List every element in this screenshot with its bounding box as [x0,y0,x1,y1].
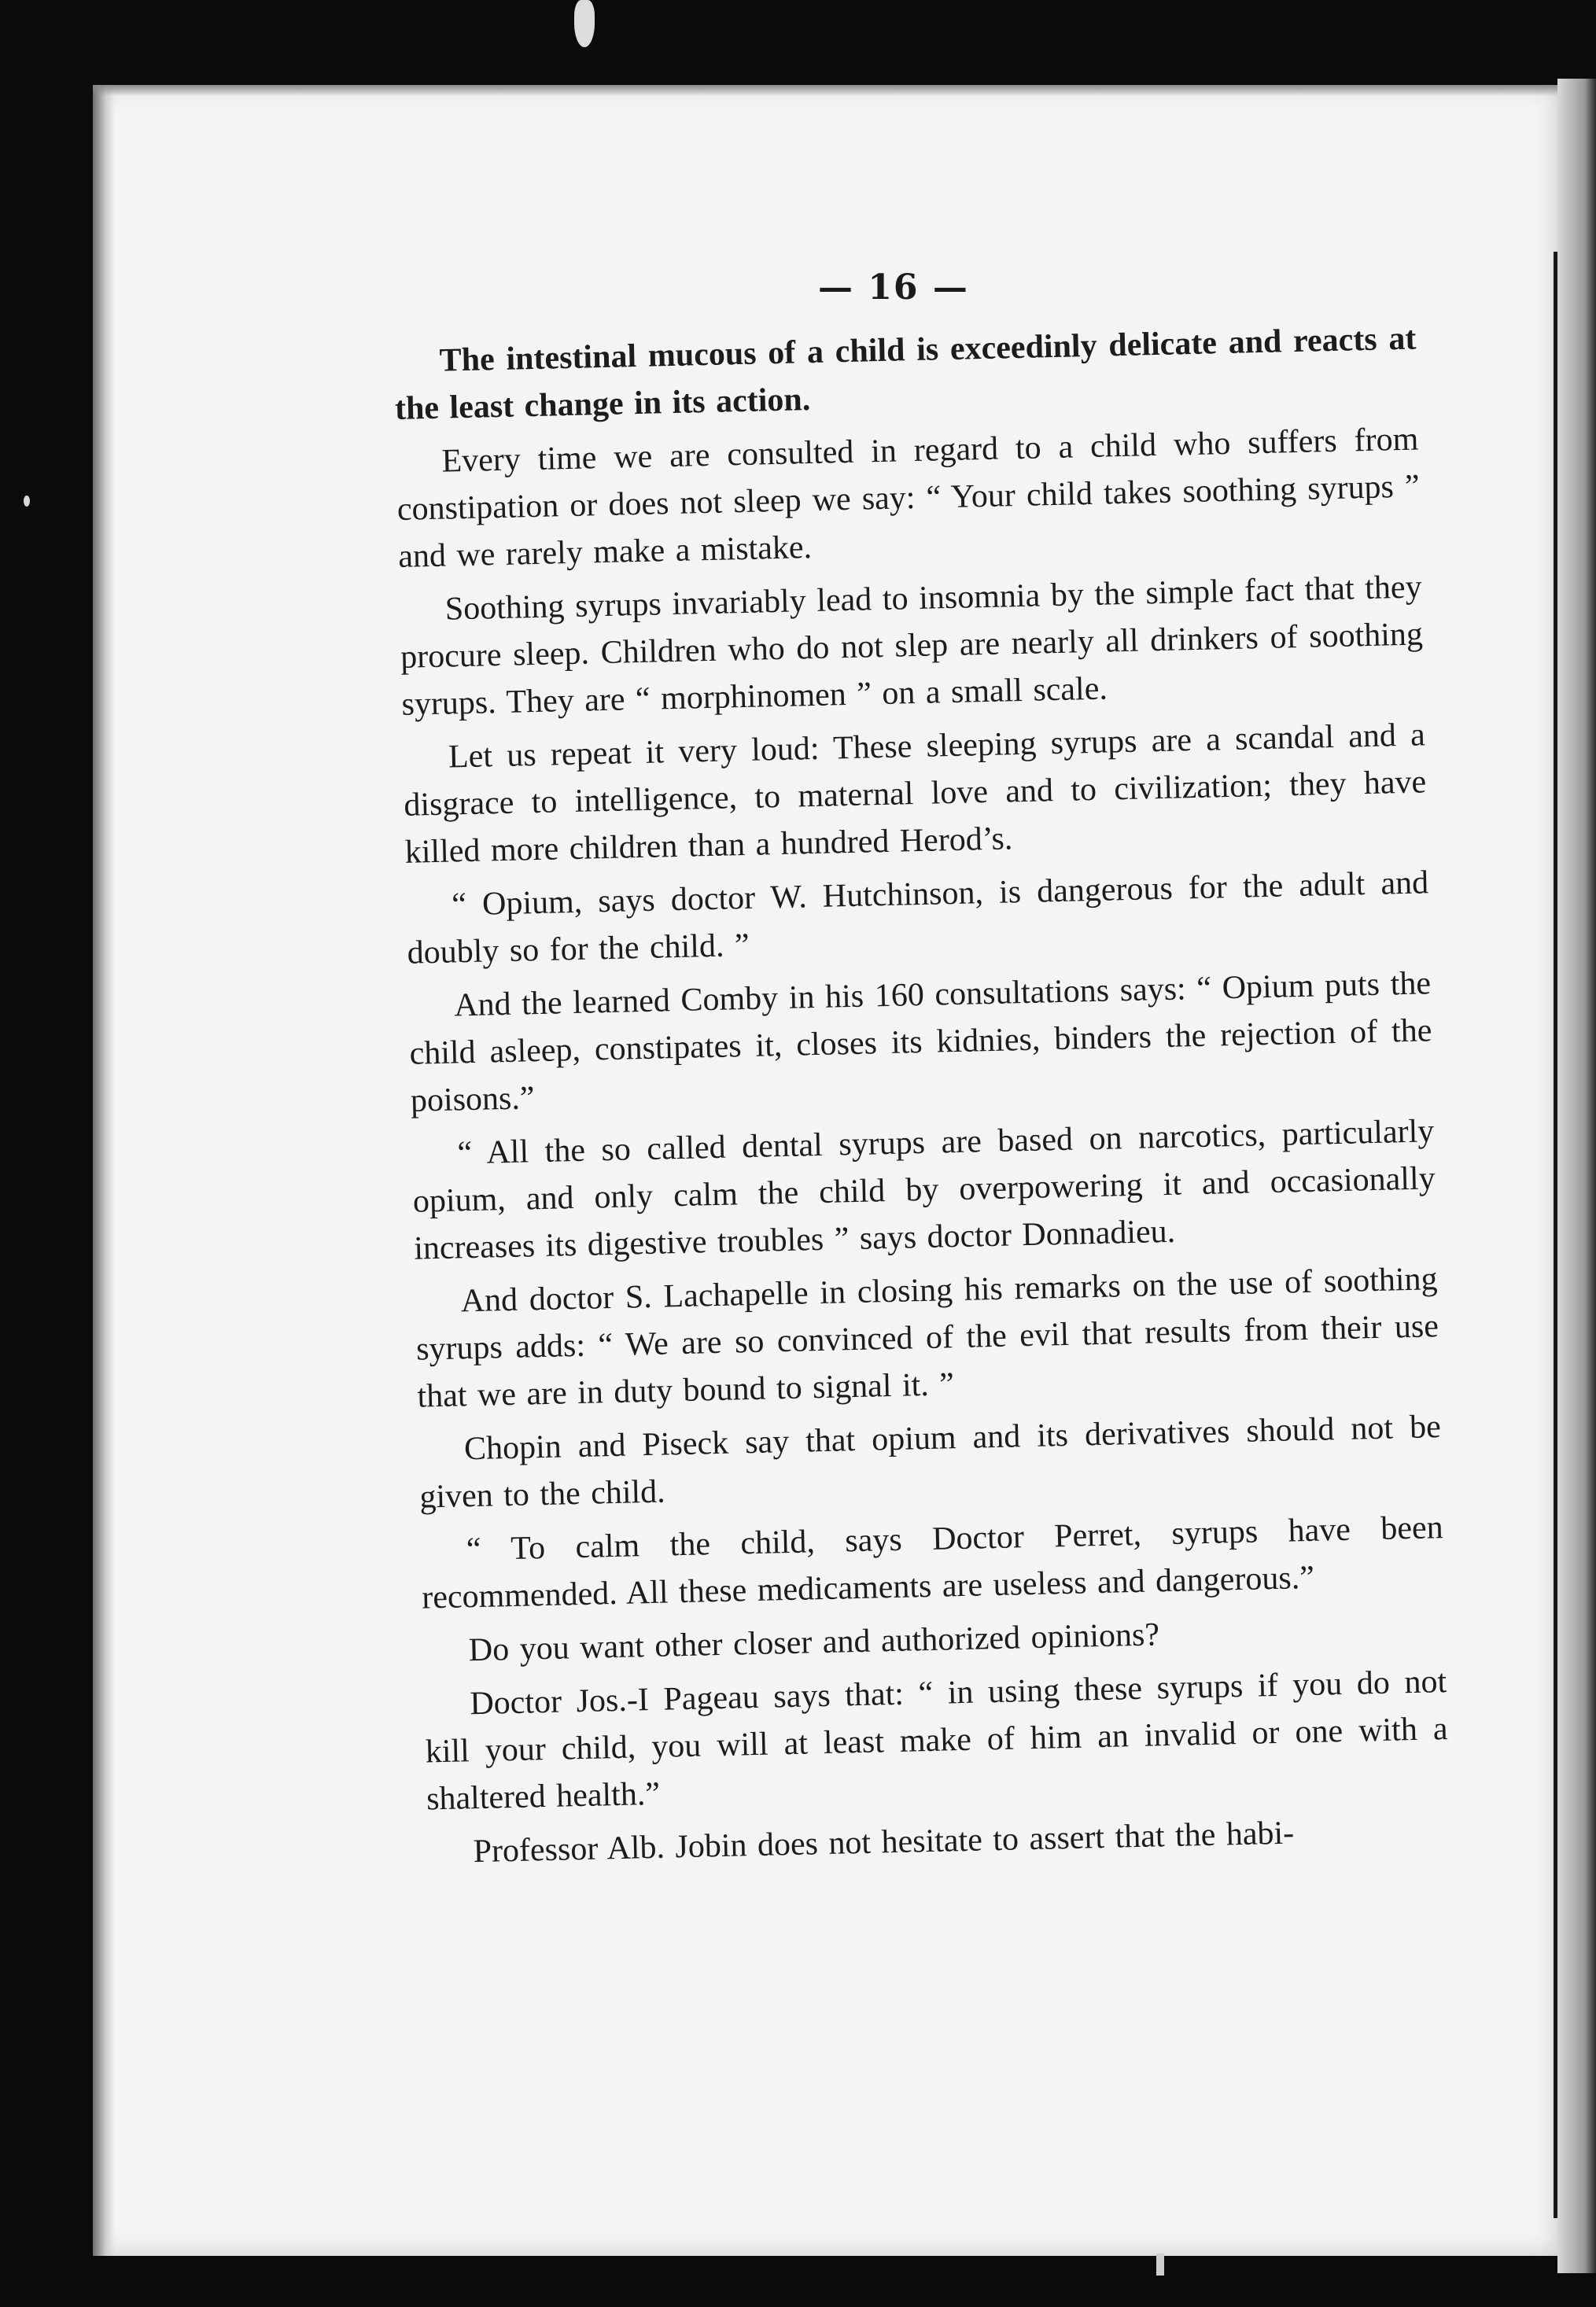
scan-artifact-left [24,496,30,507]
scan-artifact-bottom [1156,2254,1164,2276]
paragraph-9: Chopin and Piseck say that opium and its derivatives should not be given to the child. [418,1409,1442,1516]
paragraph-8: And doctor S. Lachapelle in closing his remarks on the use of soothing syrups adds: “ We are so convinced of the evil that results from their use that we are in duty bound to signal it. ” [415,1261,1439,1415]
body-text [393,315,1450,1883]
paragraph-7: “ All the so called dental syrups are based on narcotics, particularly opium, and only calm the child by overpowering it and occasionally increases its digestive troubles ” says doctor Donnadieu. [412,1113,1436,1267]
paragraph-5: “ Opium, says doctor W. Hutchinson, is dangerous for the adult and doubly so for the child. ” [407,864,1429,971]
paragraph-4: Let us repeat it very loud: These sleeping syrups are a scandal and a disgrace to intelligence, to maternal love and to civilization; they have killed more children than a hundred Herod’s. [403,717,1427,871]
paragraph-2: Every time we are consulted in regard to a child who suffers from constipation or does not sleep we say: “ Your child takes soothing syrups ” and we rarely make a mistake. [396,421,1421,575]
page-number: — 16 — [818,267,969,308]
page-fold-line [1554,252,1557,2218]
page-edge-top [93,85,1557,96]
paragraph-1: The intestinal mucous of a child is exceedinly delicate and reacts at the least change in its action. [394,320,1417,427]
paragraph-3: Soothing syrups invariably lead to insomnia by the simple fact that they procure sleep. Children who do not slep are nearly all drinkers of soothing syrups. They are “ morphinomen ” on a small scale. [400,569,1424,723]
paragraph-12: Doctor Jos.-I Pageau says that: “ in using these syrups if you do not kill your child, you will at least make of him an invalid or one with a shaltered health.” [425,1664,1448,1818]
next-page-edge [1557,79,1596,2273]
paragraph-13: Professor Alb. Jobin does not hesitate to assert that the habi- [473,1815,1295,1870]
paragraph-6: And the learned Comby in his 160 consultations says: “ Opium puts the child asleep, constipates it, closes its kidnies, binders the rejection of the poisons.” [409,965,1432,1119]
paragraph-10: “ To calm the child, says Doctor Perret, syrups have been recommended. All these medicaments are useless and dangerous.” [421,1509,1444,1616]
paragraph-11: Do you want other closer and authorized opinions? [468,1616,1160,1669]
scan-artifact-top [574,0,595,47]
page-edge-left [93,85,115,2256]
